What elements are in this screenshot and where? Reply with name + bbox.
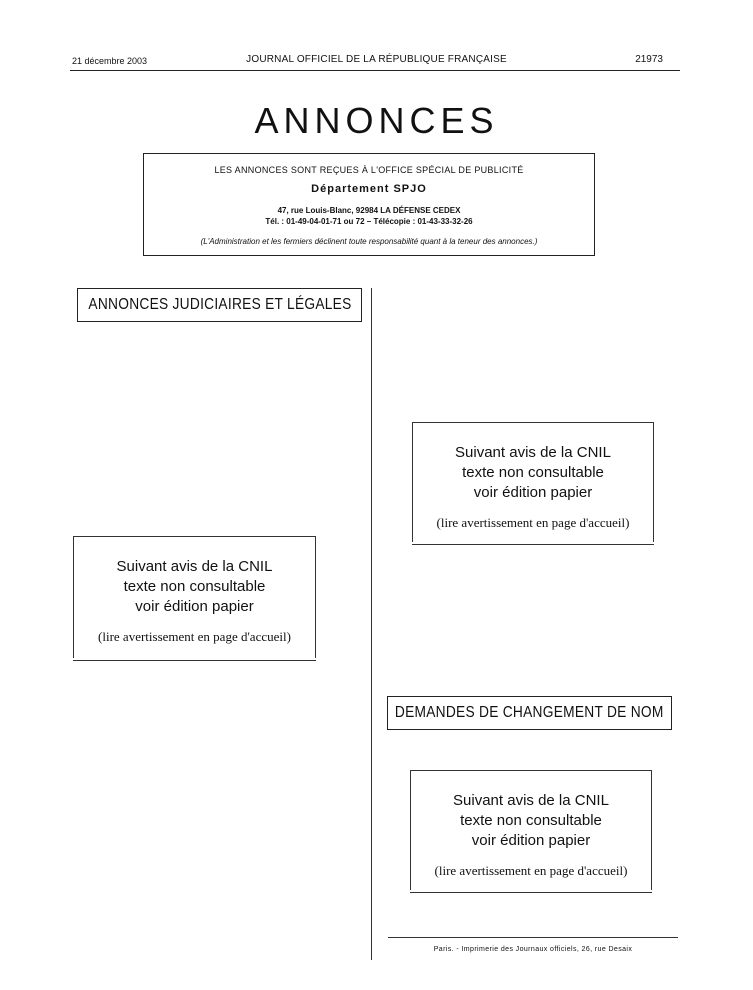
notice-address: 47, rue Louis-Blanc, 92984 LA DÉFENSE CEDEX xyxy=(277,206,461,215)
cnil-note: (lire avertissement en page d'accueil) xyxy=(436,515,630,530)
cnil-line-2: texte non consultable xyxy=(462,464,604,481)
page-title: ANNONCES xyxy=(254,100,499,141)
header-rule xyxy=(70,70,680,71)
cnil-notice-left xyxy=(73,536,316,658)
footer-imprint: Paris. - Imprimerie des Journaux officiels, 26, rue Desaix xyxy=(433,946,633,953)
column-divider xyxy=(371,288,372,960)
cnil-box-bottom-rule xyxy=(73,660,316,661)
notice-contact: Tél. : 01-49-04-01-71 ou 72 – Télécopie : 01-43-33-32-26 xyxy=(265,217,473,226)
cnil-line-2: texte non consultable xyxy=(460,812,602,829)
footer-rule xyxy=(388,937,678,938)
notice-disclaimer: (L'Administration et les fermiers déclinent toute responsabilité quant à la teneur des annonces.) xyxy=(200,237,538,246)
header-page-number: 21973 xyxy=(635,54,663,65)
cnil-line-3: voir édition papier xyxy=(473,484,593,501)
header-date: 21 décembre 2003 xyxy=(72,56,148,66)
section-heading-label: DEMANDES DE CHANGEMENT DE NOM xyxy=(395,704,664,721)
header-journal-title: JOURNAL OFFICIEL DE LA RÉPUBLIQUE FRANÇAISE xyxy=(246,54,507,65)
section-heading-changement-nom xyxy=(387,696,672,730)
cnil-notice-right-bottom xyxy=(410,770,652,890)
cnil-box-bottom-rule xyxy=(410,892,652,893)
cnil-line-1: Suivant avis de la CNIL xyxy=(116,558,273,575)
cnil-line-3: voir édition papier xyxy=(471,832,591,849)
cnil-line-3: voir édition papier xyxy=(135,598,254,615)
section-heading-judiciaires xyxy=(77,288,362,322)
cnil-note: (lire avertissement en page d'accueil) xyxy=(98,629,291,644)
cnil-line-1: Suivant avis de la CNIL xyxy=(455,444,611,461)
cnil-box-bottom-rule xyxy=(412,544,654,545)
section-heading-label: ANNONCES JUDICIAIRES ET LÉGALES xyxy=(87,296,352,313)
cnil-line-1: Suivant avis de la CNIL xyxy=(453,792,609,809)
notice-box xyxy=(143,153,595,256)
cnil-note: (lire avertissement en page d'accueil) xyxy=(434,863,628,878)
cnil-notice-right-top xyxy=(412,422,654,542)
cnil-line-2: texte non consultable xyxy=(123,578,266,595)
notice-intro: LES ANNONCES SONT REÇUES À L'OFFICE SPÉCIAL DE PUBLICITÉ xyxy=(214,165,524,175)
notice-department: Département SPJO xyxy=(311,183,427,195)
